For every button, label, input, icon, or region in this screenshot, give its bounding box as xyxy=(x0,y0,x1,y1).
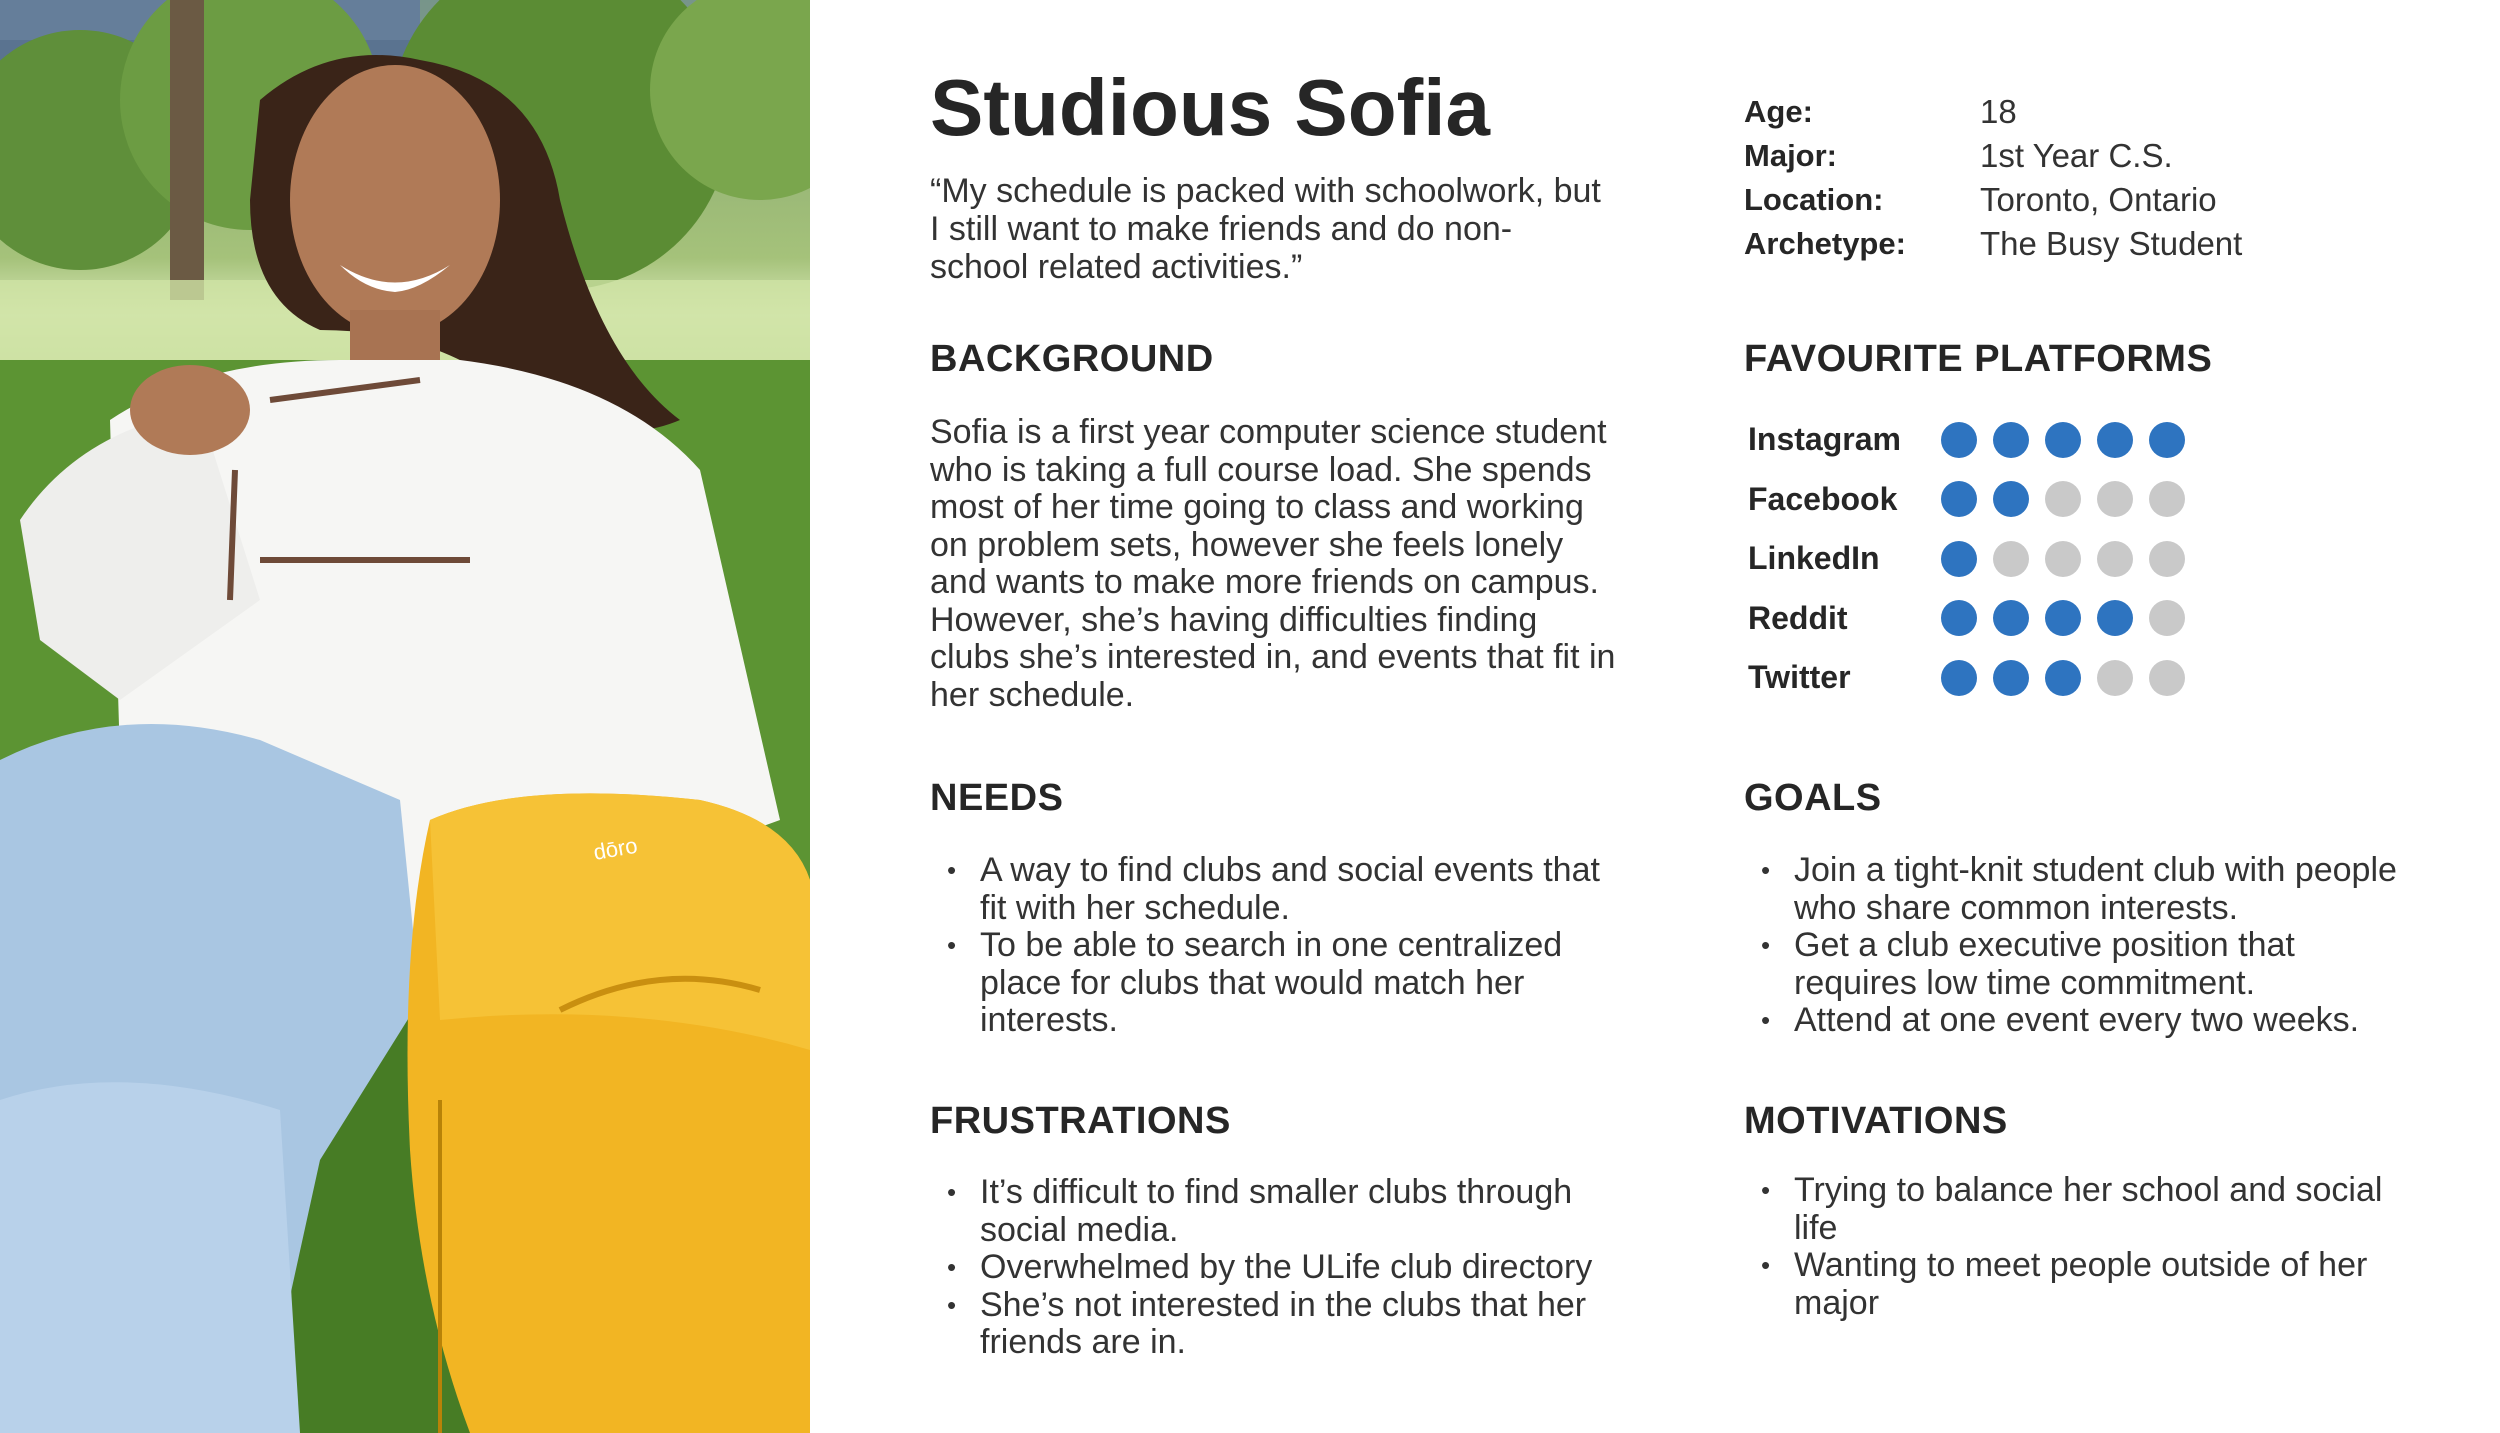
rating-dot-filled xyxy=(1993,660,2029,696)
platform-row-facebook xyxy=(1748,470,2308,530)
rating-dot-filled xyxy=(2097,600,2133,636)
platform-rating xyxy=(1941,481,2185,517)
rating-dot-filled xyxy=(1941,422,1977,458)
persona-photo-illustration xyxy=(0,0,810,1433)
info-label: Major: xyxy=(1744,138,1837,173)
rating-dot-filled xyxy=(2045,600,2081,636)
rating-dot-filled xyxy=(1993,600,2029,636)
list-item: • Overwhelmed by the ULife club directory xyxy=(930,1249,1620,1287)
info-value: Toronto, Ontario xyxy=(1980,181,2217,218)
list-item: • It’s difficult to find smaller clubs through social media. xyxy=(930,1174,1620,1249)
platform-rating xyxy=(1941,422,2185,458)
rating-dot-filled xyxy=(1941,481,1977,517)
background-text: Sofia is a first year computer science student who is taking a full course load. She spends most of her time going to class and working on problem sets, however she feels lonely and wants to make more friends on campus. However, she’s having difficulties finding clubs she’s interested in, and events that fit in her schedule. xyxy=(930,413,1616,714)
platform-rating xyxy=(1941,660,2185,696)
motivations-heading: MOTIVATIONS xyxy=(1744,1100,2008,1142)
needs-list xyxy=(930,852,1620,1040)
list-item: • Attend at one event every two weeks. xyxy=(1744,1002,2424,1040)
info-row-major xyxy=(1744,134,2444,178)
platform-name: Reddit xyxy=(1748,599,1848,636)
info-row-age xyxy=(1744,90,2444,134)
info-row-archetype xyxy=(1744,222,2444,266)
needs-heading: NEEDS xyxy=(930,777,1064,819)
rating-dot-filled xyxy=(2045,660,2081,696)
list-item: • Join a tight-knit student club with people who share common interests. xyxy=(1744,852,2424,927)
list-item: • She’s not interested in the clubs that her friends are in. xyxy=(930,1287,1620,1362)
info-label: Archetype: xyxy=(1744,226,1906,261)
platform-name: LinkedIn xyxy=(1748,540,1880,577)
info-value: The Busy Student xyxy=(1980,225,2243,262)
persona-info-table xyxy=(1744,90,2444,266)
frustrations-heading: FRUSTRATIONS xyxy=(930,1100,1231,1142)
rating-dot-empty xyxy=(2097,541,2133,577)
list-item: • Trying to balance her school and social life xyxy=(1744,1172,2384,1247)
info-label: Age: xyxy=(1744,94,1813,129)
background-heading: BACKGROUND xyxy=(930,338,1214,380)
platform-name: Twitter xyxy=(1748,659,1851,696)
platform-name: Instagram xyxy=(1748,421,1901,458)
rating-dot-empty xyxy=(2149,600,2185,636)
rating-dot-filled xyxy=(1993,481,2029,517)
motivations-list xyxy=(1744,1172,2384,1322)
rating-dot-filled xyxy=(1941,660,1977,696)
rating-dot-empty xyxy=(2149,541,2185,577)
platform-row-reddit xyxy=(1748,589,2308,649)
rating-dot-filled xyxy=(2097,422,2133,458)
bag-logo: dōro xyxy=(591,832,640,865)
platform-row-instagram xyxy=(1748,410,2308,470)
list-item: • A way to find clubs and social events that fit with her schedule. xyxy=(930,852,1620,927)
platforms-heading: FAVOURITE PLATFORMS xyxy=(1744,338,2213,380)
goals-heading: GOALS xyxy=(1744,777,1882,819)
info-label: Location: xyxy=(1744,182,1884,217)
platform-rating xyxy=(1941,541,2185,577)
info-value: 18 xyxy=(1980,93,2017,130)
rating-dot-empty xyxy=(2045,541,2081,577)
rating-dot-filled xyxy=(2045,422,2081,458)
rating-dot-empty xyxy=(2097,481,2133,517)
rating-dot-empty xyxy=(2045,481,2081,517)
platform-row-linkedin xyxy=(1748,529,2308,589)
persona-name: Studious Sofia xyxy=(930,63,1490,152)
list-item: • Get a club executive position that requires low time commitment. xyxy=(1744,927,2424,1002)
frustrations-list xyxy=(930,1174,1620,1362)
platforms-list xyxy=(1748,410,2308,708)
goals-list xyxy=(1744,852,2424,1040)
rating-dot-filled xyxy=(1993,422,2029,458)
persona-photo xyxy=(0,0,810,1433)
rating-dot-filled xyxy=(1941,541,1977,577)
rating-dot-empty xyxy=(2097,660,2133,696)
list-item: • Wanting to meet people outside of her major xyxy=(1744,1247,2384,1322)
info-row-location xyxy=(1744,178,2444,222)
rating-dot-filled xyxy=(1941,600,1977,636)
rating-dot-empty xyxy=(1993,541,2029,577)
rating-dot-empty xyxy=(2149,481,2185,517)
platform-row-twitter xyxy=(1748,648,2308,708)
list-item: • To be able to search in one centralized place for clubs that would match her interests. xyxy=(930,927,1620,1040)
rating-dot-empty xyxy=(2149,660,2185,696)
persona-quote: “My schedule is packed with schoolwork, but I still want to make friends and do non-school related activities.” xyxy=(930,172,1601,286)
platform-rating xyxy=(1941,600,2185,636)
info-value: 1st Year C.S. xyxy=(1980,137,2173,174)
rating-dot-filled xyxy=(2149,422,2185,458)
platform-name: Facebook xyxy=(1748,480,1898,517)
